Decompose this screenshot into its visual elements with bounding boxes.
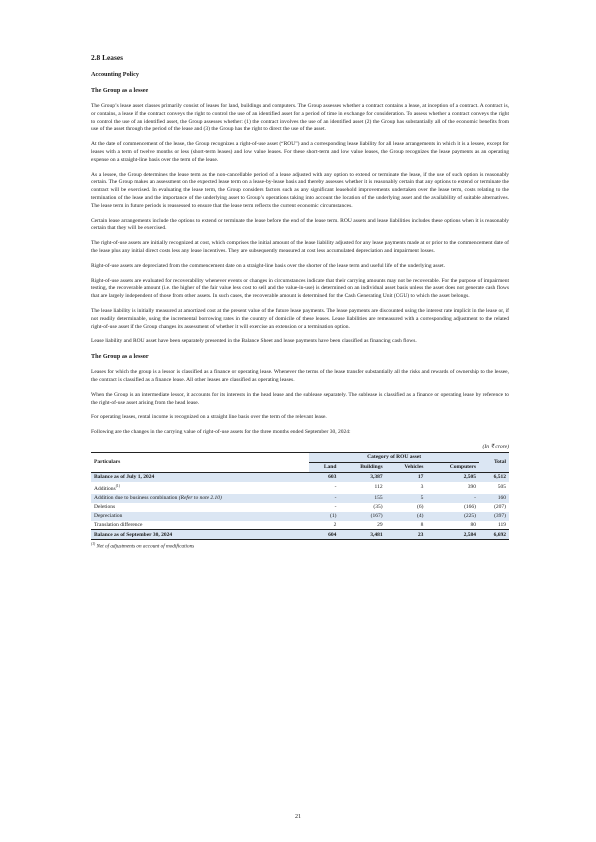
cell-value: 2,505 [463,474,477,481]
footnote-marker: (1) [91,542,96,547]
row-label: Deletions [94,503,116,510]
paragraph: For operating leases, rental income is recognized on a straight line basis over the term of the relevant lease. [91,414,327,421]
table-footnote [91,542,509,550]
lessor-heading: The Group as a lessor [91,353,149,361]
cell-value: (1) [330,512,337,519]
cell-value: 17 [417,474,424,481]
paragraph: Certain lease arrangements include the options to extend or terminate the lease before the end of the lease term. ROU assets and lease liabilities includes these options when it is reasonably certain that they will be exercised. [91,217,509,232]
table-row [91,521,509,530]
cell-value: 390 [467,484,477,491]
table-row [91,530,509,540]
row-label: Additions$^{(1)}$ [94,484,120,492]
cell-value: 6,692 [479,530,509,540]
page-number: 21 [295,814,301,820]
lessee-heading: The Group as a lessee [91,87,149,94]
cell-value: 29 [377,521,383,528]
column-header: Land [309,462,339,472]
paragraph: Right-of-use assets are depreciated from the commencement date on a straight-line basis over the shorter of the lease term and useful life of the underlying asset. [91,262,446,269]
unit-label: (In ₹ crore) [482,443,509,450]
cell-value: 3 [420,484,424,491]
row-label: Addition due to business combination (Refer to note 2.10) [94,494,222,501]
accounting-policy-heading: Accounting Policy [91,71,139,78]
table-row [91,482,509,494]
row-label: Translation difference [94,521,143,528]
cell-value: (166) [464,503,477,510]
cell-value: 23 [386,530,427,540]
row-label: Depreciation [94,512,123,519]
cell-value: 8 [420,521,424,528]
cell-value: 604 [309,530,339,540]
table-row [91,472,509,481]
cell-value: (167) [370,512,383,519]
cell-value: 112 [374,484,383,491]
paragraph: Following are the changes in the carrying value of right-of-use assets for the three months ended September 30, 2024: [91,429,351,436]
cell-value: (35) [373,503,383,510]
cell-value: 160 [497,494,506,501]
cell-value: 6,512 [493,474,506,481]
cell-value: 119 [497,521,506,528]
cell-value: 5 [420,494,424,501]
document-page [91,53,509,550]
column-header: Buildings [339,462,385,472]
total-header: Total [479,452,509,472]
paragraph: The lease liability is initially measured at amortized cost at the present value of the future lease payments. The lease payments are discounted using the interest rate implicit in the lease or, if not readily determinable, using the incremental borrowing rates in the country of domicile of these leases. Lease liabilities are remeasured with a corresponding adjustment to the related right-of-use asset if the Group changes its assessment of whether it will exercise an extension or a termination option. [91,307,509,330]
footnote-text: Net of adjustments on account of modifications [96,544,195,551]
cell-value: 3,387 [370,474,383,481]
cell-value: 2,584 [426,530,479,540]
cell-value: (6) [416,503,424,510]
paragraph: When the Group is an intermediate lessor, it accounts for its interests in the head lease and the sublease separately. The sublease is classified as a finance or operating lease by reference to the right-of-use asset arising from the head lease. [91,391,509,406]
cell-value: 505 [497,484,506,491]
cell-value: - [334,503,337,510]
table-body [91,472,509,540]
row-label: Balance as of July 1, 2024 [94,474,155,481]
column-header: Vehicles [386,462,427,472]
table-row [91,512,509,521]
paragraph: The right-of-use assets are initially recognized at cost, which comprises the initial amount of the lease liability adjusted for any lease payments made at or prior to the commencement date of the lease plus any initial direct costs less any lease incentives. They are subsequently measured at cost less accumulated depreciation and impairment losses. [91,240,509,254]
cell-value: (207) [494,503,506,510]
cell-value: 3,481 [339,530,385,540]
cell-value: (225) [464,512,477,519]
table-row [91,503,509,512]
category-header: Category of ROU asset [309,452,479,462]
cell-value: (397) [494,512,506,519]
row-label: Balance as of September 30, 2024 [91,530,309,540]
paragraph: Right-of-use assets are evaluated for recoverability whenever events or changes in circumstances indicate that their carrying amounts may not be recoverable. For the purpose of impairment testing, the recoverable amount (i.e. the higher of the fair value less cost to sell and the value-in-use) is determined on an individual asset basis unless the asset does not generate cash flows that are largely independent of those from other assets. In such cases, the recoverable amount is determined for the Cash Generating Unit (CGU) to which the asset belongs. [91,277,509,300]
cell-value: 80 [470,521,477,528]
cell-value: - [334,494,337,501]
cell-value: 603 [328,474,337,481]
cell-value: 2 [333,521,337,528]
paragraph: Lease liability and ROU asset have been separately presented in the Balance Sheet and lease payments have been classified as financing cash flows. [91,338,417,345]
paragraph: At the date of commencement of the lease, the Group recognizes a right-of-use asset (“ROU”) and a corresponding lease liability for all lease arrangements in which it is a lessee, except for leases with a term of twelve months or less (short-term leases) and low value leases. For these short-term and low value leases, the Group recognizes the lease payments as an operating expense on a straight-line basis over the term of the lease. [91,141,509,163]
section-title: 2.8 Leases [91,53,124,62]
paragraph: The Group’s lease asset classes primarily consist of leases for land, buildings and computers. The Group assesses whether a contract contains a lease, at inception of a contract. A contract is, or contains, a lease if the contract conveys the right to control the use of an identified asset for a period of time in exchange for consideration. To assess whether a contract conveys the right to control the use of an identified asset, the Group assesses whether: (1) the contract involves the use of an identified asset (2) the Group has substantially all of the economic benefits from use of the asset through the period of the lease and (3) the Group has the right to direct the use of the asset. [91,103,509,133]
cell-value: (4) [416,512,424,519]
paragraph: As a lessee, the Group determines the lease term as the non-cancellable period of a lease adjusted with any option to extend or terminate the lease, if the use of such option is reasonably certain. The Group makes an assessment on the expected lease term on a lease-by-lease basis and thereby assesses whether it is reasonably certain that any options to extend or terminate the contract will be exercised. In evaluating the lease term, the Group considers factors such as any significant leasehold improvements undertaken over the lease term, costs relating to the termination of the lease and the importance of the underlying asset to Group’s operations taking into account the location of the underlying asset and the availability of suitable alternatives. The lease term in future periods is reassessed to ensure that the lease term reflects the current economic circumstances. [91,171,509,209]
table-row [91,494,509,503]
paragraph: Leases for which the group is a lessor is classified as a finance or operating lease. Whenever the terms of the lease transfer substantially all the risks and rewards of ownership to the lessee, the contract is classified as a finance lease. All other leases are classified as operating leases. [91,369,509,383]
cell-value: - [474,494,477,501]
cell-value: - [334,484,337,491]
particulars-header: Particulars [91,452,309,472]
cell-value: 155 [374,494,383,501]
rou-asset-table [91,452,509,541]
column-header: Computers [426,462,479,472]
